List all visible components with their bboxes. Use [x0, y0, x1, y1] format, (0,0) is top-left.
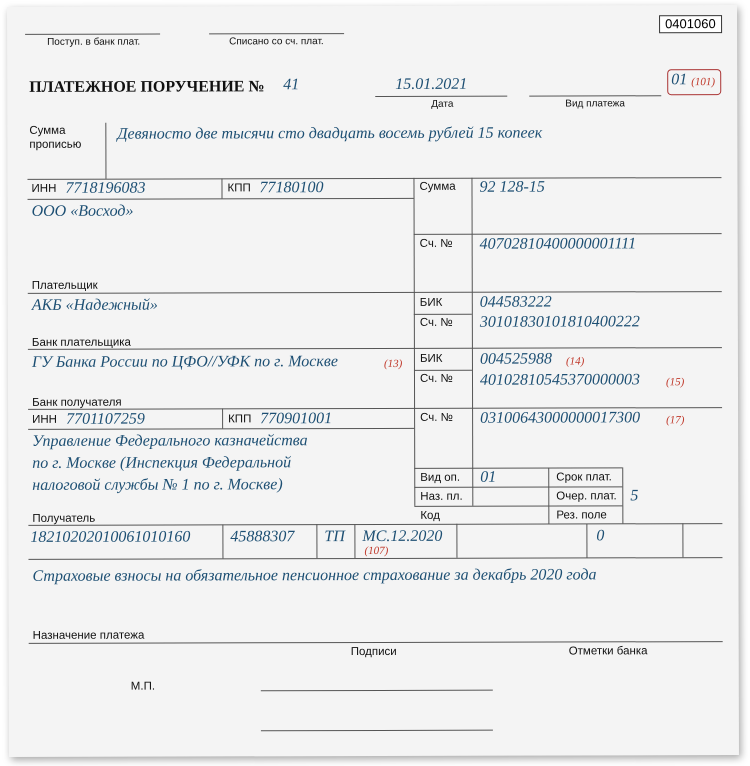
payer-account-label: Сч. № [419, 237, 453, 250]
form-code: 0401060 [665, 16, 716, 32]
tax-oktmo: 45888307 [230, 528, 295, 546]
grid-line [471, 178, 473, 506]
grid-line [222, 524, 223, 558]
document-title: ПЛАТЕЖНОЕ ПОРУЧЕНИЕ № [29, 78, 265, 96]
status-code: (101) [691, 76, 716, 89]
sum-words-value: Девяносто две тысячи сто двадцать восемь рублей 15 копеек [117, 124, 543, 143]
payee-bank-label: Банк получателя [32, 396, 122, 409]
order-label: Очер. плат. [556, 490, 617, 503]
payee-bank-account-label: Сч. № [419, 372, 453, 385]
purpose-label: Назначение платежа [32, 629, 145, 642]
grid-line [622, 467, 623, 523]
tax-kbk: 18210202010061010160 [30, 528, 191, 546]
payee-bank-account-code: (15) [665, 376, 685, 389]
tax-basis: ТП [324, 528, 345, 546]
payer-bank-account-label: Сч. № [419, 316, 453, 329]
payee-kpp-label: КПП [228, 413, 252, 426]
received-label: Поступ. в банк плат. [47, 36, 141, 48]
date-label: Дата [431, 98, 454, 110]
sum-words-divider [105, 123, 106, 179]
sum-value: 92 128-15 [479, 178, 545, 196]
payee-kpp: 770901001 [260, 410, 333, 428]
grid-line [221, 178, 222, 198]
grid-line [414, 467, 622, 469]
payer-label: Плательщик [31, 279, 98, 292]
sum-words-label: Сумма прописью [29, 124, 82, 151]
grid-line [28, 198, 414, 200]
payer-account: 40702810400000001111 [479, 235, 637, 253]
tax-period: МС.12.2020 [362, 527, 443, 546]
grid-line [28, 347, 722, 350]
payee-bank-bik-code: (14) [565, 355, 585, 368]
signatures-label: Подписи [350, 645, 397, 659]
grid-line [682, 523, 683, 557]
payer-kpp-label: КПП [227, 182, 251, 195]
order-value: 5 [630, 487, 639, 505]
payment-type-label: Вид платежа [565, 98, 625, 110]
payee-name-line-1: Управление Федерального казначейства [32, 432, 308, 450]
purpose-code-label: Наз. пл. [420, 490, 463, 503]
debited-line [209, 33, 344, 34]
payee-name-line-3: налоговой службы № 1 по г. Москве) [32, 476, 283, 494]
date-line [375, 96, 507, 97]
payer-bank-account: 30101830101810400222 [479, 313, 640, 331]
payer-inn: 7718196083 [65, 179, 146, 197]
signature-line-2 [261, 730, 493, 732]
grid-line [28, 291, 722, 294]
payment-order-sheet [7, 5, 739, 757]
payee-bank-account: 40102810545370000003 [479, 371, 641, 389]
grid-line [548, 468, 549, 524]
payer-name: ООО «Восход» [31, 202, 134, 220]
payer-bank-name: АКБ «Надежный» [31, 296, 158, 314]
grid-line [316, 524, 317, 558]
payer-bank-label: Банк плательщика [31, 336, 131, 349]
code-label: Код [420, 509, 440, 522]
signature-line-1 [261, 690, 493, 692]
debited-label: Списано со сч. плат. [229, 36, 324, 48]
payer-bank-bik: 044583222 [479, 293, 552, 311]
payee-label: Получатель [32, 512, 96, 525]
grid-line [414, 505, 622, 507]
grid-line [28, 557, 722, 560]
form-code-box [659, 15, 722, 33]
payee-name-line-2: по г. Москве (Инспекция Федеральной [32, 454, 292, 472]
grid-line [414, 370, 472, 371]
payee-account: 03100643000000017300 [480, 409, 641, 427]
payee-bank-bik: 004525988 [479, 350, 552, 368]
reserve-label: Рез. поле [556, 509, 607, 522]
op-type-value: 01 [480, 468, 497, 486]
payee-account-label: Сч. № [420, 411, 454, 424]
payee-account-code: (17) [666, 414, 685, 427]
stamp-label: М.П. [130, 680, 156, 693]
grid-line [413, 178, 415, 506]
grid-line [414, 314, 472, 315]
op-type-label: Вид оп. [420, 471, 461, 484]
payee-bank-bik-label: БИК [419, 352, 443, 365]
order-number: 41 [283, 76, 300, 94]
term-label: Срок плат. [556, 471, 612, 484]
received-line [25, 34, 160, 35]
status-value: 01 [671, 71, 688, 89]
grid-line [586, 523, 587, 557]
payee-bank-name: ГУ Банка России по ЦФО//УФК по г. Москве [31, 353, 338, 371]
bank-marks-label: Отметки банка [568, 645, 648, 658]
grid-line [222, 408, 223, 428]
payment-type-line [529, 95, 661, 96]
payer-inn-label: ИНН [31, 182, 57, 195]
grid-line [354, 524, 355, 558]
grid-line [28, 523, 722, 526]
payee-inn-label: ИНН [32, 413, 58, 426]
grid-line [414, 486, 622, 488]
order-date: 15.01.2021 [395, 75, 468, 93]
payer-bank-bik-label: БИК [419, 296, 443, 309]
payment-purpose: Страховые взносы на обязательное пенсионное страхование за декабрь 2020 года [32, 566, 597, 585]
payer-kpp: 77180100 [259, 179, 324, 197]
payee-bank-name-code: (13) [383, 357, 403, 370]
sum-label: Сумма [419, 180, 456, 193]
payee-inn: 7701107259 [66, 410, 145, 428]
tax-period-code: (107) [364, 544, 389, 558]
grid-line [456, 524, 457, 558]
tax-doc-number: 0 [596, 527, 605, 545]
